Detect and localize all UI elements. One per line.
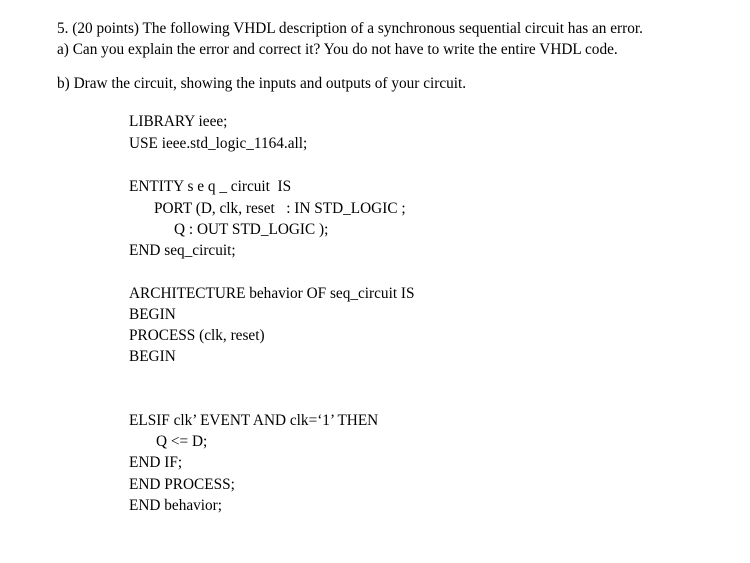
code-line-end-if: END IF; (129, 454, 183, 471)
code-line-entity: ENTITY s e q _ circuit IS (129, 178, 292, 195)
code-line-end-entity: END seq_circuit; (129, 242, 236, 259)
question-title: 5. (20 points) The following VHDL description of a synchronous sequential circuit has an error. (57, 20, 643, 37)
code-line-begin: BEGIN (129, 306, 176, 323)
code-line-end-behavior: END behavior; (129, 497, 223, 514)
code-line-assign: Q <= D; (156, 433, 208, 450)
question-part-b: b) Draw the circuit, showing the inputs and outputs of your circuit. (57, 75, 467, 92)
code-line-begin-process: BEGIN (129, 348, 176, 365)
question-part-a: a) Can you explain the error and correct it? You do not have to write the entire VHDL code. (57, 41, 618, 58)
code-line-end-process: END PROCESS; (129, 476, 235, 493)
code-line-architecture: ARCHITECTURE behavior OF seq_circuit IS (129, 285, 415, 302)
code-line-library: LIBRARY ieee; (129, 113, 228, 130)
code-line-use: USE ieee.std_logic_1164.all; (129, 135, 308, 152)
code-line-elsif: ELSIF clk’ EVENT AND clk=‘1’ THEN (129, 412, 379, 429)
code-line-port: PORT (D, clk, reset : IN STD_LOGIC ; (154, 200, 406, 217)
code-line-process: PROCESS (clk, reset) (129, 327, 265, 344)
code-line-port-out: Q : OUT STD_LOGIC ); (174, 221, 329, 238)
